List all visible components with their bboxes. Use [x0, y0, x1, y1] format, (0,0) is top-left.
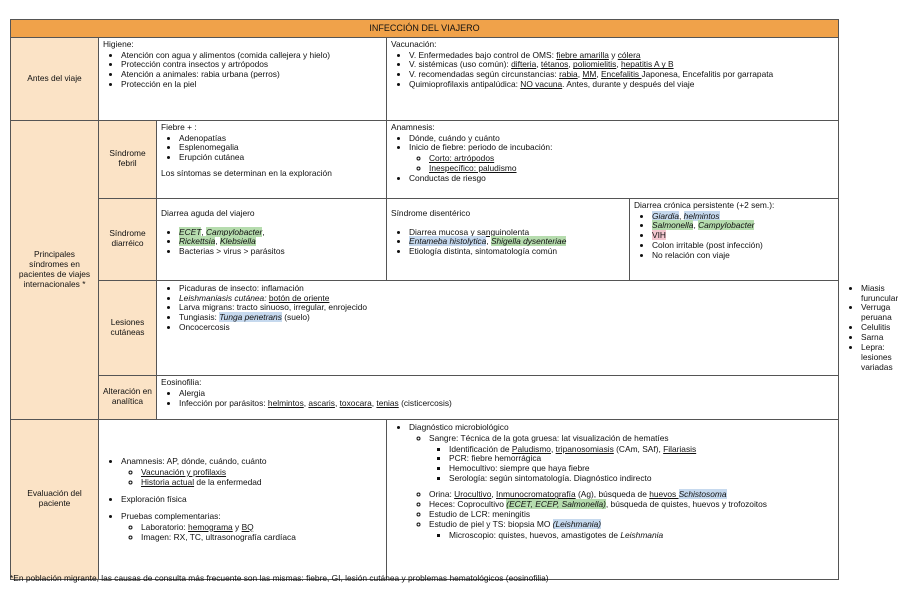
list-item: ◦ Vacunación y profilaxis — [141, 468, 382, 478]
anamnesis-febril-cell — [387, 120, 839, 198]
list-item: • Anamnesis: AP, dónde, cuándo, cuánto ◦ Vacunación y profilaxis ◦ Historia actual de la enfermedad — [121, 457, 382, 488]
list-item: ◦ Corto: artrópodos — [429, 154, 834, 164]
label-diarreico: Síndrome diarréico — [99, 198, 157, 280]
list-item: • Exploración física — [121, 495, 382, 505]
disenterico-cell — [387, 198, 630, 280]
list-item: ◦ Estudio de piel y TS: biopsia MO (Leishmania) ▪ Microscopio: quistes, huevos, amastigotes de Leishmania — [429, 520, 834, 541]
diarrea-aguda-cell — [157, 198, 387, 280]
list-item: ▪ Microscopio: quistes, huevos, amastigotes de Leishmania — [449, 531, 834, 541]
list-item: • V. recomendadas según circunstancias: rabia, MM, Encefalitis Japonesa, Encefalitis por garrapata — [409, 70, 834, 80]
list-item: • ECET, Campylobacter, — [179, 228, 382, 238]
list-item: • Diagnóstico microbiológico ◦ Sangre: Técnica de la gota gruesa: lat visualización de hematíes ▪ Identificación de Paludismo, tripanosomiasis (CAm, SAf), Filariasis ▪ PCR: fiebre hemorrágica ▪ Hemocultivo: siempre que haya fiebre ▪ Serología: según sintomatología. Diagnóstico indirecto — [409, 423, 834, 484]
list-item: ◦ Laboratorio: hemograma y BQ — [141, 523, 382, 533]
list-item: • Esplenomegalia — [179, 143, 382, 153]
list-item: • Alergia — [179, 389, 835, 399]
table-title: INFECCIÓN DEL VIAJERO — [11, 20, 839, 38]
fiebre-note: Los síntomas se determinan en la exploración — [161, 168, 332, 179]
list-item: • Oncocercosis — [179, 323, 834, 333]
list-item: • Bacterias > virus > parásitos — [179, 247, 382, 257]
list-item: • V. sistémicas (uso común): difteria, tétanos, poliomielitis, hepatitis A y B — [409, 60, 834, 70]
main-table: INFECCIÓN DEL VIAJERO Antes del viaje Higiene: • Atención con agua y alimentos (comida callejera y hielo) • Protección contra insectos y artrópodos • Atención a animales: rabia urbana (perros) • Protección en la piel Vacunación: • V. Enfermedades bajo control de OMS: fiebre amarilla y cólera • V. sistémicas (uso común): difteria, tétanos, poliomielitis, hepatitis A y B • V. recomendadas según circunstancias: rabia, MM, Encefalitis Japonesa, Encefalitis por garrapata • Quimioprofilaxis antipalúdica: NO vacuna. Antes, durante y después del viaje Principales síndromes en pacientes de viajes internacionales * Síndrome febril Fiebre + : • Adenopatías • Esplenomegalia • Erupción cutánea Los síntomas se determinan en la exploración Anamnesis: • Dónde, cuándo y cuánto • Inicio de fiebre: periodo de incubación: ◦ Corto: artrópodos ◦ Inespecífico: paludismo • Conductas de riesgo Síndrome diarréico Diarrea aguda del viajero • ECET, Campylobacter, • Rickettsia, Klebsiella • Bacterias > virus > parásitos Síndrome disentérico • Diarrea mucosa y sanguinolenta • Entameba histolytica, Shigella dysenteriae • Etiología distinta, sintomatología común Diarrea crónica persistente (+2 sem.): • Giardia, helmintos • Salmonella, Campylobacter • VIH • Colon irritable (post infección) • No relación con viaje Lesiones cutáneas • Picaduras de insecto: inflamación • Leishmaniasis cutánea: botón de oriente • Larva migrans: tracto sinuoso, irregular, enrojecido • Tungiasis: Tunga penetrans (suelo) • Oncocercosis Miasis furuncular Verruga peruana Celulitis Sarna Lepra: lesiones variadas Alteración en analítica Eosinofilia: • Alergia • Infección por parásitos: helmintos, ascaris, toxocara, tenias (cisticercosis) Evaluación del paciente • Anamnesis: AP, dónde, cuándo, cuánto ◦ Vacunación y profilaxis ◦ Historia actual de la enfermedad • Exploración física • Pruebas complementarias: ◦ Laboratorio: hemograma y BQ ◦ Imagen: RX, TC, ultrasonografía cardíaca • Diagnóstico microbiológico ◦ Sangre: Técnica de la gota gruesa: lat visualización de hematíes ▪ Identificación de Paludismo, tripanosomiasis (CAm, SAf), Filariasis ▪ PCR: fiebre hemorrágica ▪ Hemocultivo: siempre que haya fiebre ▪ Serología: según sintomatología. Diagnóstico indirecto ◦ Orina: Urocultivo, Inmunocromatografía (Ag), búsqueda de huevos Schistosoma ◦ Heces: Coprocultivo (ECET, ECEP, Salmonella), búsqueda de quistes, huevos y trofozoitos ◦ Estudio de LCR: meningitis ◦ Estudio de piel y TS: biopsia MO (Leishmania) ▪ Microscopio: quistes, huevos, amastigotes de Leishmania — [10, 19, 839, 580]
vacunacion-heading: Vacunación: — [391, 38, 437, 49]
evaluacion-left-cell — [99, 419, 387, 579]
list-item: • No relación con viaje — [652, 251, 834, 261]
lesiones-cell — [157, 280, 839, 375]
list-item: • Tungiasis: Tunga penetrans (suelo) — [179, 313, 834, 323]
list-item: ◦ Orina: Urocultivo, Inmunocromatografía (Ag), búsqueda de huevos Schistosoma — [429, 490, 834, 500]
list-item: • Atención a animales: rabia urbana (perros) — [121, 70, 382, 80]
list-item: ◦ Sangre: Técnica de la gota gruesa: lat visualización de hematíes ▪ Identificación de Paludismo, tripanosomiasis (CAm, SAf), Filariasis ▪ PCR: fiebre hemorrágica ▪ Hemocultivo: siempre que haya fiebre ▪ Serología: según sintomatología. Diagnóstico indirecto — [429, 434, 834, 485]
row-label-antes: Antes del viaje — [11, 37, 99, 120]
fiebre-heading: Fiebre + : — [161, 121, 197, 132]
label-analitica: Alteración en analítica — [99, 375, 157, 419]
list-item: • Salmonella, Campylobacter — [652, 221, 834, 231]
higiene-heading: Higiene: — [103, 38, 134, 49]
list-item: • Quimioprofilaxis antipalúdica: NO vacuna. Antes, durante y después del viaje — [409, 80, 834, 90]
eosinofilia-heading: Eosinofilia: — [161, 376, 202, 387]
list-item: ◦ Estudio de LCR: meningitis — [429, 510, 834, 520]
list-item: ◦ Inespecífico: paludismo — [429, 164, 834, 174]
diarrea-aguda-heading: Diarrea aguda del viajero — [161, 207, 255, 218]
list-item: • Erupción cutánea — [179, 153, 382, 163]
list-item: ▪ Identificación de Paludismo, tripanosomiasis (CAm, SAf), Filariasis — [449, 445, 834, 455]
list-item: • Atención con agua y alimentos (comida callejera y hielo) — [121, 51, 382, 61]
list-item: ◦ Historia actual de la enfermedad — [141, 478, 382, 488]
row-label-principales: Principales síndromes en pacientes de viajes internacionales * — [11, 120, 99, 419]
list-item: • Protección contra insectos y artrópodos — [121, 60, 382, 70]
list-item: • Pruebas complementarias: ◦ Laboratorio: hemograma y BQ ◦ Imagen: RX, TC, ultrasonografía cardíaca — [121, 512, 382, 543]
list-item: • V. Enfermedades bajo control de OMS: fiebre amarilla y cólera — [409, 51, 834, 61]
list-item: • Picaduras de insecto: inflamación — [179, 284, 834, 294]
list-item: • Diarrea mucosa y sanguinolenta — [409, 228, 625, 238]
higiene-cell — [99, 37, 387, 120]
evaluacion-right-cell — [387, 419, 839, 579]
list-item: • Entameba histolytica, Shigella dysenteriae — [409, 237, 625, 247]
list-item: • Larva migrans: tracto sinuoso, irregular, enrojecido — [179, 303, 834, 313]
list-item: • Dónde, cuándo y cuánto — [409, 134, 834, 144]
label-febril: Síndrome febril — [99, 120, 157, 198]
diarrea-cronica-heading: Diarrea crónica persistente (+2 sem.): — [634, 199, 775, 210]
eosinofilia-cell — [157, 375, 839, 419]
label-lesiones: Lesiones cutáneas — [99, 280, 157, 375]
anamnesis-heading: Anamnesis: — [391, 121, 435, 132]
row-label-evaluacion: Evaluación del paciente — [11, 419, 99, 579]
list-item: • Inicio de fiebre: periodo de incubación: ◦ Corto: artrópodos ◦ Inespecífico: paludismo — [409, 143, 834, 174]
list-item: • Leishmaniasis cutánea: botón de oriente — [179, 294, 834, 304]
list-item: • Protección en la piel — [121, 80, 382, 90]
list-item: • Conductas de riesgo — [409, 174, 834, 184]
list-item: ▪ PCR: fiebre hemorrágica — [449, 454, 834, 464]
list-item: ▪ Hemocultivo: siempre que haya fiebre — [449, 464, 834, 474]
vacunacion-cell — [387, 37, 839, 120]
list-item: ▪ Serología: según sintomatología. Diagnóstico indirecto — [449, 474, 834, 484]
disenterico-heading: Síndrome disentérico — [391, 207, 471, 218]
list-item: • Adenopatías — [179, 134, 382, 144]
list-item: ◦ Imagen: RX, TC, ultrasonografía cardíaca — [141, 533, 382, 543]
list-item: • Colon irritable (post infección) — [652, 241, 834, 251]
list-item: • Giardia, helmintos — [652, 212, 834, 222]
list-item: • Infección por parásitos: helmintos, ascaris, toxocara, tenias (cisticercosis) — [179, 399, 835, 409]
list-item: ◦ Heces: Coprocultivo (ECET, ECEP, Salmonella), búsqueda de quistes, huevos y trofozoitos — [429, 500, 834, 510]
diarrea-cronica-cell — [630, 198, 839, 280]
list-item: • Etiología distinta, sintomatología común — [409, 247, 625, 257]
document — [10, 19, 898, 580]
fiebre-cell — [157, 120, 387, 198]
footnote: *En población migrante, las causas de consulta más frecuente son las mismas: fiebre, GI, lesión cutánea y problemas hematológicos (eosinofilia) — [10, 573, 549, 583]
list-item: • VIH — [652, 231, 834, 241]
list-item: • Rickettsia, Klebsiella — [179, 237, 382, 247]
